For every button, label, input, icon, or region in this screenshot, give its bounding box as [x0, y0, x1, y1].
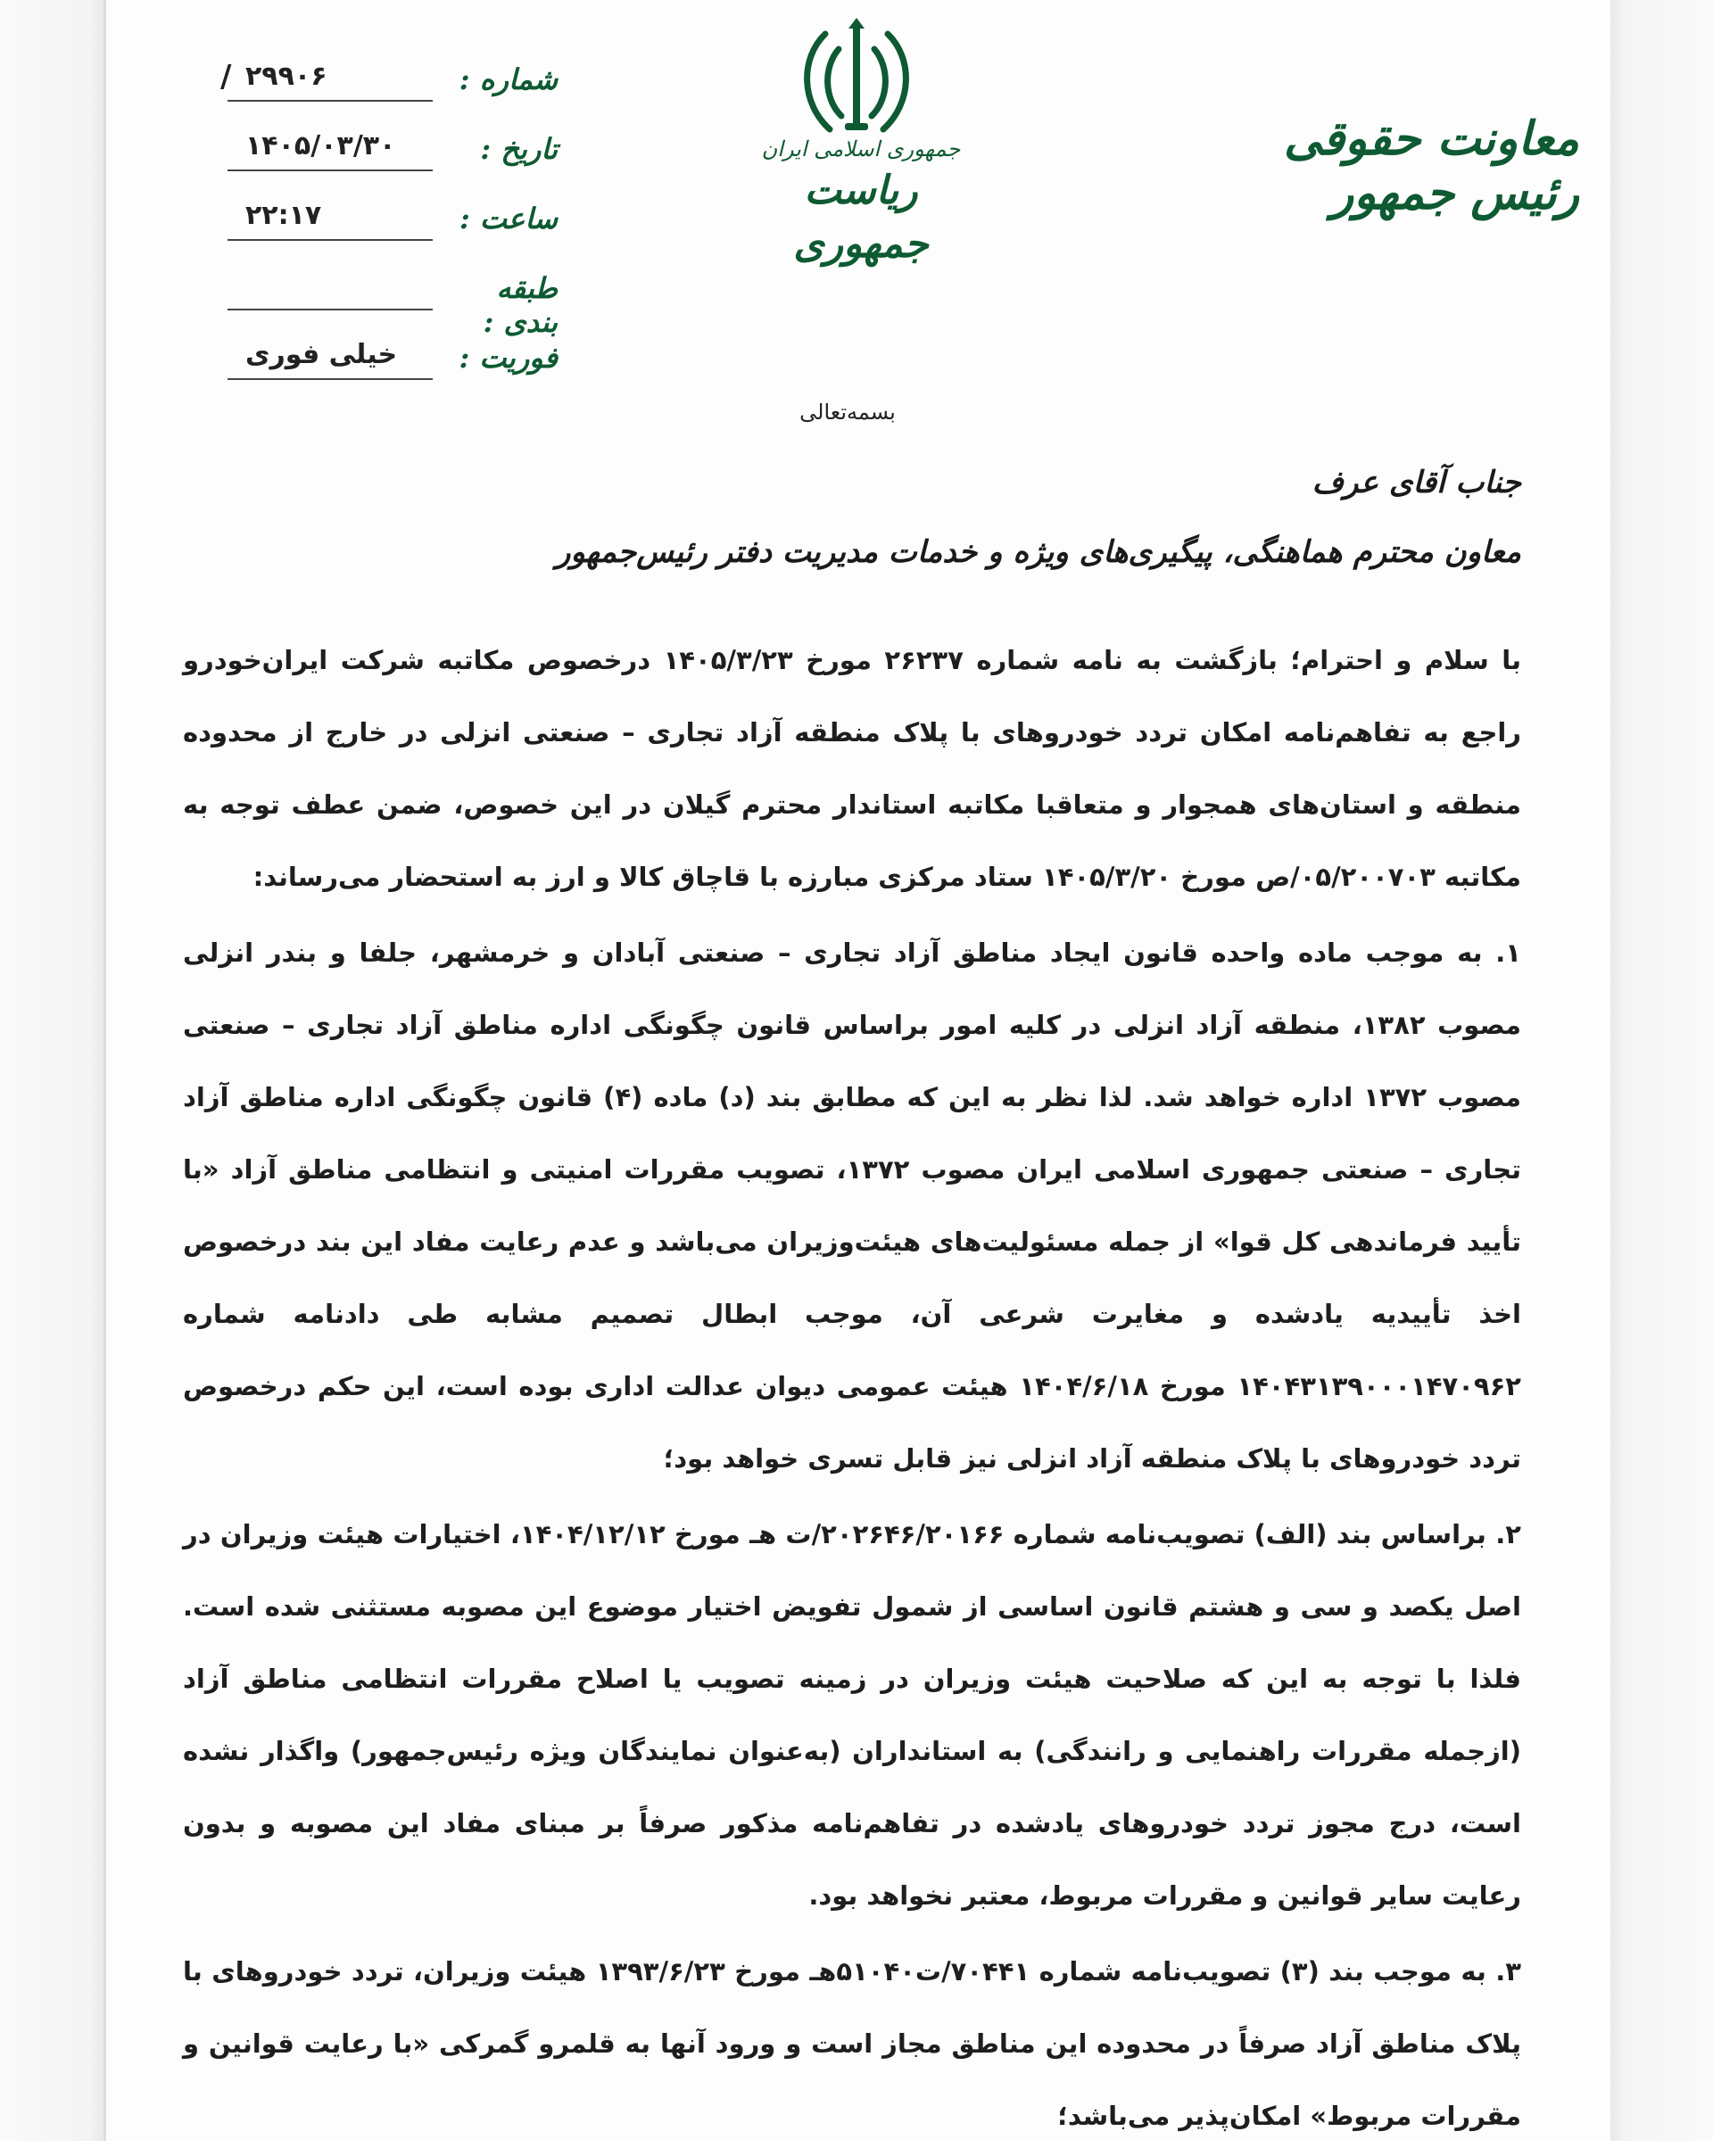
- letter-body: [183, 624, 1521, 2156]
- addressee-name: جناب آقای عرف: [1312, 465, 1521, 500]
- field-underline: [228, 239, 433, 241]
- iran-emblem-icon: [799, 18, 914, 143]
- field-date-value: ۱۴۰۵/۰۳/۳۰: [245, 130, 396, 161]
- addressee-title: معاون محترم هماهنگی، پیگیری‌های ویژه و خدمات مدیریت دفتر رئیس‌جمهور: [555, 534, 1521, 570]
- field-priority-label: فوریت :: [459, 341, 558, 375]
- addressee-block: [535, 448, 1521, 587]
- field-time: [228, 193, 558, 262]
- field-number-value: ۲۹۹۰۶: [245, 61, 327, 92]
- letter-item-1: ۱. به موجب ماده واحده قانون ایجاد مناطق آزاد تجاری – صنعتی آبادان و خرمشهر، جلفا و بندر انزلی مصوب ۱۳۸۲، منطقه آزاد انزلی در کلیه امور براساس قانون چگونگی اداره مناطق آزاد تجاری – صنعتی مصوب ۱۳۷۲ اداره خواهد شد. لذا نظر به این که مطابق بند (د) ماده (۴) قانون چگونگی اداره مناطق آزاد تجاری – صنعتی جمهوری اسلامی ایران مصوب ۱۳۷۲، تصویب مقررات امنیتی و انتظامی مناطق آزاد «با تأیید فرماندهی کل قوا» از جمله مسئولیت‌های هیئت‌وزیران می‌باشد و عدم رعایت مفاد این بند درخصوص اخذ تأییدیه یادشده و مغایرت شرعی آن، موجب ابطال تصمیم مشابه طی دادنامه شماره ۱۴۰۴۳۱۳۹۰۰۰۱۴۷۰۹۶۲ مورخ ۱۴۰۴/۶/۱۸ هیئت عمومی دیوان عدالت اداری بوده است، این حکم درخصوص تردد خودروهای با پلاک منطقه آزاد انزلی نیز قابل تسری خواهد بود؛: [183, 938, 1522, 1474]
- letter-item-2: ۲. براساس بند (الف) تصویب‌نامه شماره ۲۰۲۶۴۶/۲۰۱۶۶/ت هـ مورخ ۱۴۰۴/۱۲/۱۲، اختیارات هیئت وزیران در اصل یکصد و سی و هشتم قانون اساسی از شمول تفویض اختیار موضوع این مصوبه مستثنی شده است. فلذا با توجه به این که صلاحیت هیئت وزیران در زمینه تصویب یا اصلاح مقررات انتظامی مناطق آزاد (ازجمله مقررات راهنمایی و رانندگی) به استانداران (به‌عنوان نمایندگان ویژه رئیس‌جمهور) واگذار نشده است، درج مجوز تردد خودروهای یادشده در تفاهم‌نامه مذکور صرفاً بر مبنای مفاد این مصوبه و بدون رعایت سایر قوانین و مقررات مربوط، معتبر نخواهد بود.: [183, 1519, 1521, 1911]
- field-date: [228, 123, 558, 193]
- field-priority: [228, 332, 558, 401]
- number-slash: /: [220, 59, 232, 95]
- basmala: بسمه‌تعالی: [799, 400, 896, 425]
- field-underline: [228, 309, 433, 310]
- field-priority-value: خیلی فوری: [245, 339, 398, 370]
- letter-item-3: ۳. به موجب بند (۳) تصویب‌نامه شماره ۷۰۴۴۱/ت۵۱۰۴۰هـ مورخ ۱۳۹۳/۶/۲۳ هیئت وزیران، تردد خودروهای با پلاک مناطق آزاد صرفاً در محدوده این مناطق مجاز است و ورود آنها به قلمرو گمرکی «با رعایت قوانین و مقررات مربوط» امکان‌پذیر می‌باشد؛: [183, 1956, 1521, 2131]
- letter-meta-fields: [220, 54, 558, 401]
- field-time-value: ۲۲:۱۷: [245, 200, 322, 231]
- field-date-label: تاریخ :: [480, 132, 558, 166]
- field-number-label: شماره :: [459, 62, 558, 96]
- emblem-line-2: ریاست جمهوری: [793, 168, 929, 267]
- field-underline: [228, 100, 433, 102]
- scan-left-edge: [103, 0, 106, 2141]
- emblem-line-1: جمهوری اسلامی ایران: [761, 136, 961, 161]
- letter-intro-paragraph: با سلام و احترام؛ بازگشت به نامه شماره ۲۶۲۳۷ مورخ ۱۴۰۵/۳/۲۳ درخصوص مکاتبه شرکت ایران‌خودرو راجع به تفاهم‌نامه امکان تردد خودروهای با پلاک منطقه آزاد تجاری – صنعتی انزلی در خارج از محدوده منطقه و استان‌های همجوار و متعاقبا مکاتبه استاندار محترم گیلان در این خصوص، ضمن عطف توجه به مکاتبه ۰۵/۲۰۰۷۰۳/ص مورخ ۱۴۰۵/۳/۲۰ ستاد مرکزی مبارزه با قاچاق کالا و ارز به استحضار می‌رساند:: [183, 645, 1521, 892]
- field-underline: [228, 378, 433, 380]
- field-time-label: ساعت :: [459, 202, 558, 235]
- emblem-caption: [741, 134, 981, 271]
- scan-left-margin: [0, 0, 105, 2141]
- scan-right-margin: [1610, 0, 1713, 2141]
- field-number: [220, 54, 558, 123]
- office-title: معاونت حقوقی رئیس جمهور: [1283, 112, 1579, 220]
- field-underline: [228, 169, 433, 171]
- field-classification-label: طبقه بندی :: [483, 271, 558, 339]
- field-classification: [228, 262, 558, 339]
